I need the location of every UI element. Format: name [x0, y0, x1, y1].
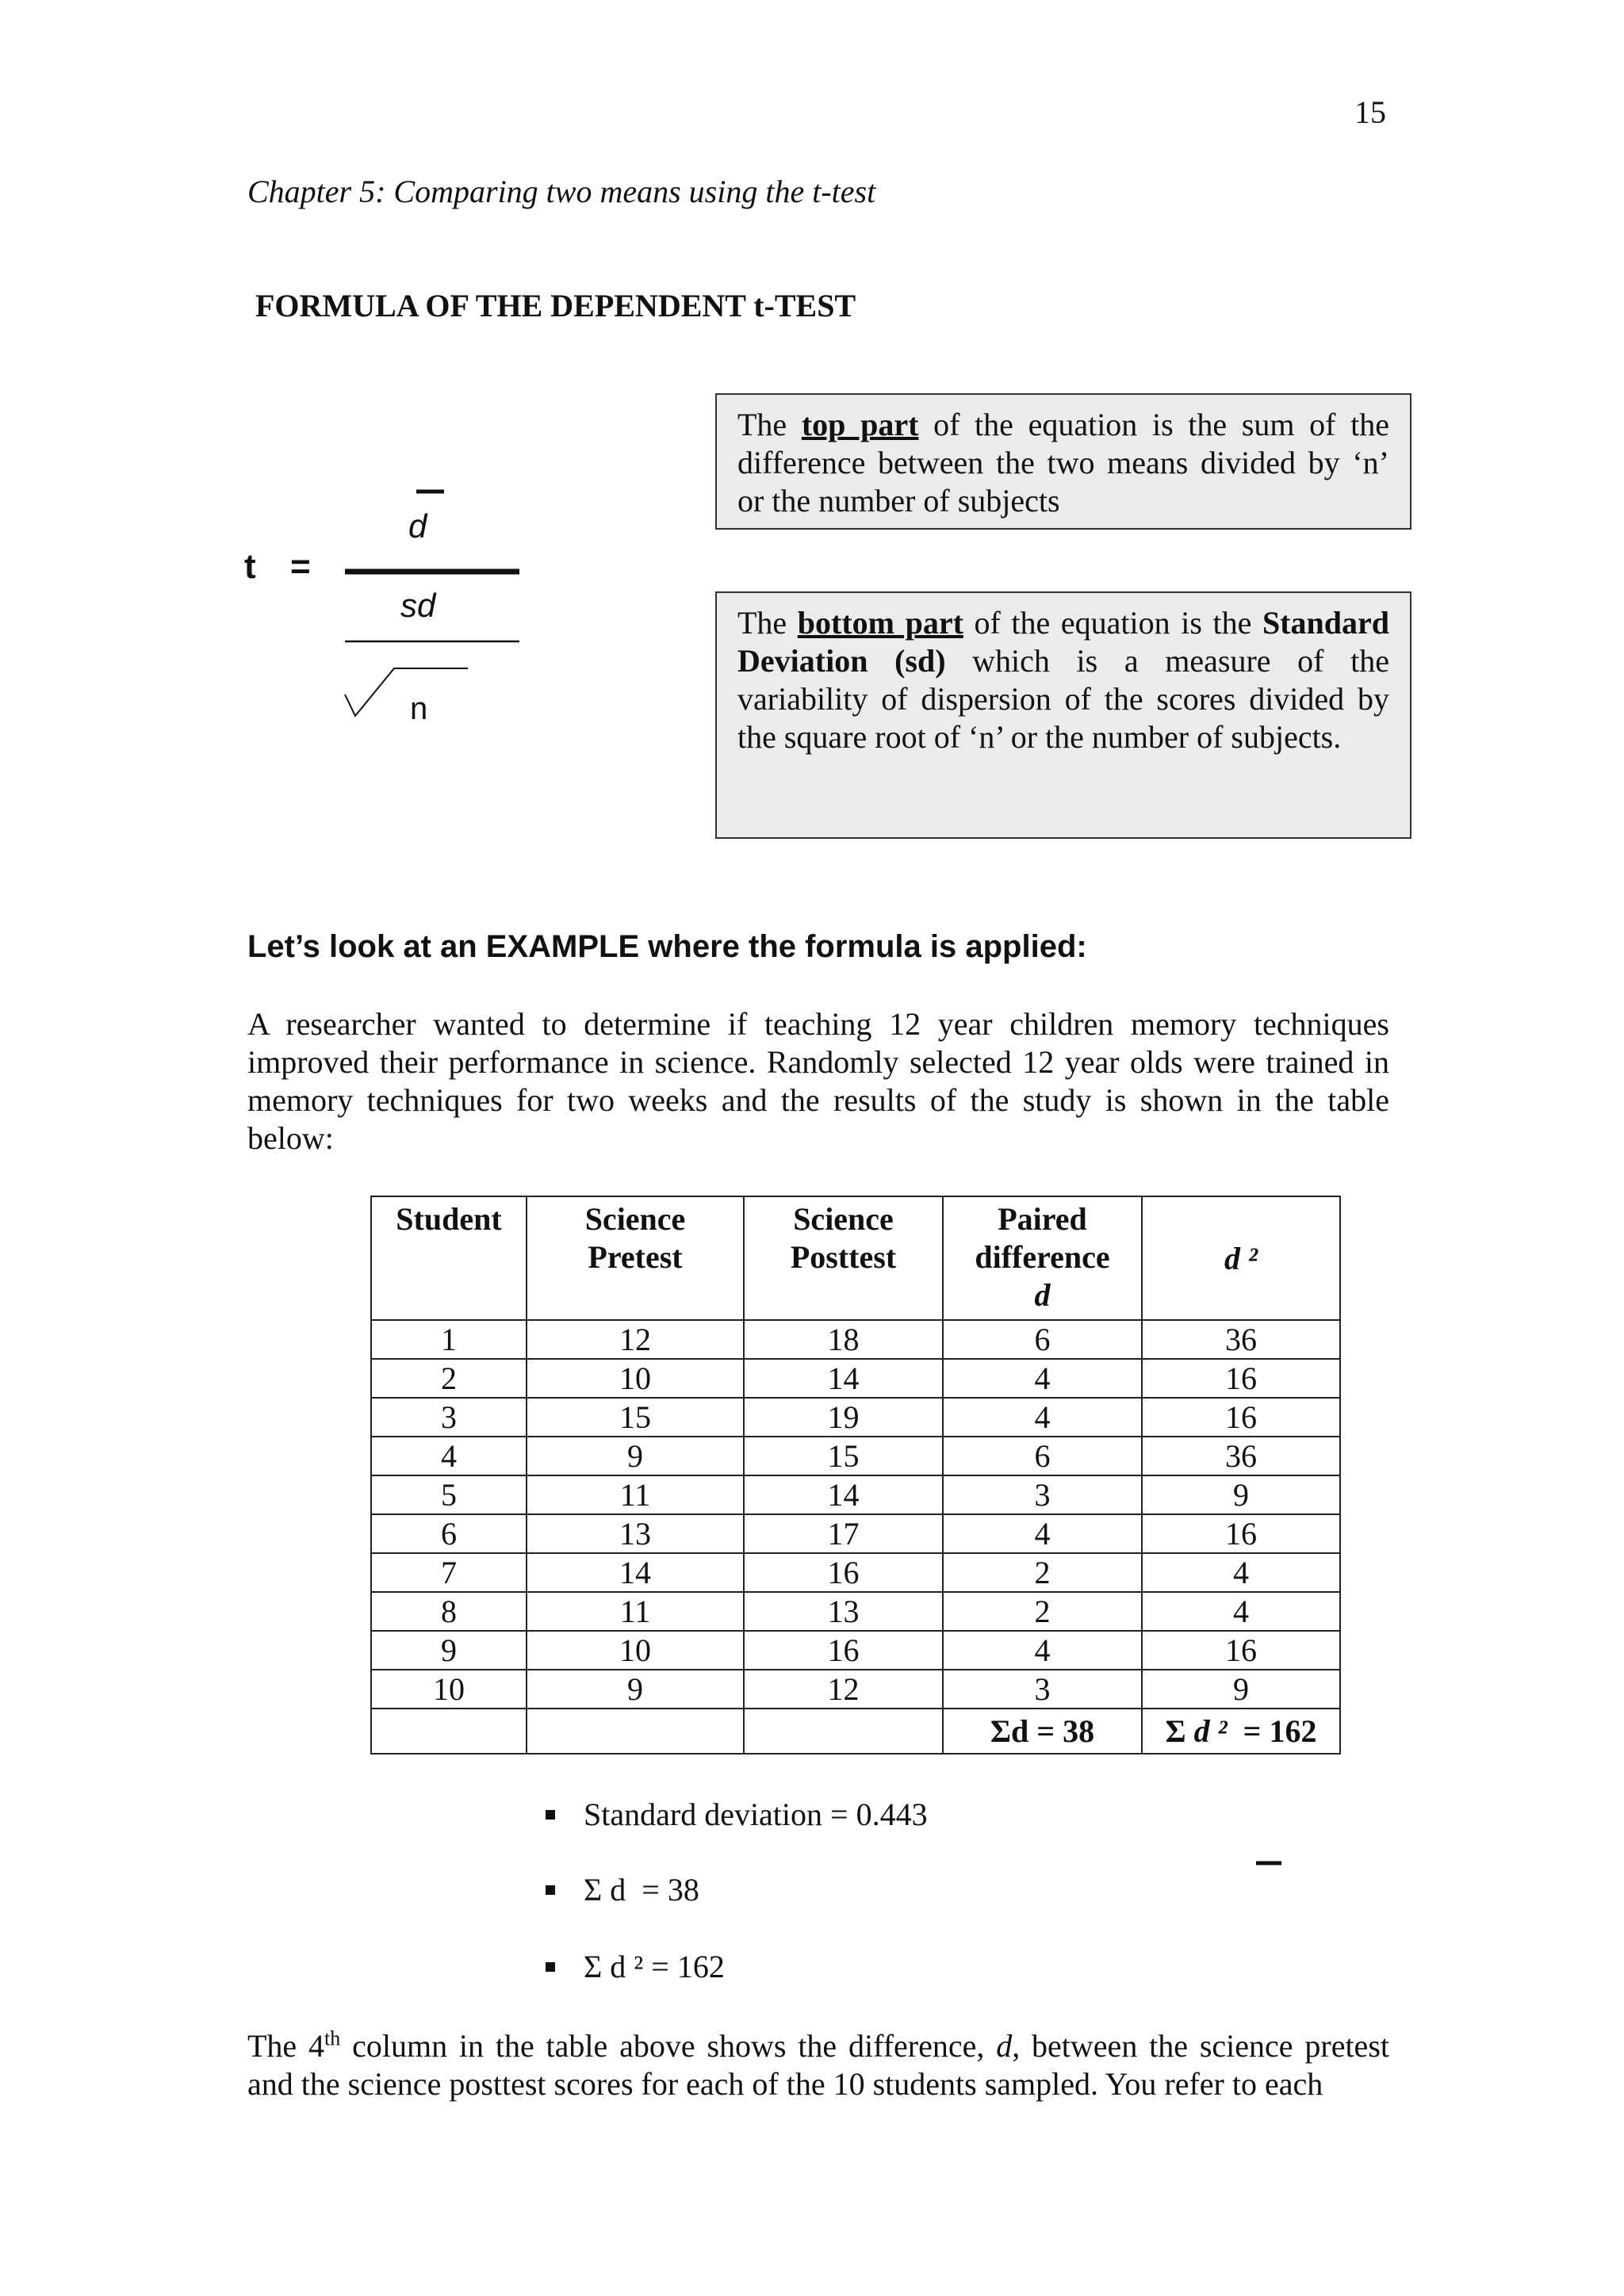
bullet-sum-d: Σ d = 38	[546, 1871, 699, 1908]
table-cell: 16	[1142, 1359, 1340, 1398]
intro-paragraph: A researcher wanted to determine if teaching 12 year children memory techniques improved their performance in science. Randomly selected 12 year olds were trained in memory techniques for two weeks and the results of the study is shown in the table below:	[247, 1006, 1389, 1156]
table-row	[371, 1320, 1340, 1359]
table-cell: 6	[371, 1514, 527, 1553]
table-cell: 16	[1142, 1514, 1340, 1553]
bullet-square-icon	[546, 1885, 555, 1895]
table-cell: 1	[371, 1320, 527, 1359]
box-bottom-pre: The	[737, 605, 798, 641]
table-row	[371, 1592, 1340, 1631]
table-cell: 5	[371, 1475, 527, 1514]
table-cell: 9	[1142, 1670, 1340, 1709]
box-top-post: of the equation is the sum of the difference between the two means divided by ‘n’ or the number of subjects	[737, 407, 1390, 519]
table-cell: 4	[1142, 1553, 1340, 1592]
table-cell: 10	[371, 1670, 527, 1709]
table-cell: 2	[943, 1592, 1142, 1631]
bullet-standard-deviation: Standard deviation = 0.443	[546, 1796, 928, 1833]
formula-denominator-sd: sd	[400, 587, 436, 624]
table-cell: 16	[744, 1553, 943, 1592]
table-cell: 9	[527, 1437, 744, 1475]
table-cell: 10	[527, 1631, 744, 1670]
table-cell: 13	[744, 1592, 943, 1631]
footer-sum-d: Σd = 38	[943, 1709, 1142, 1754]
table-footer-row	[371, 1709, 1340, 1754]
table-cell: 11	[527, 1475, 744, 1514]
table-cell: 15	[744, 1437, 943, 1475]
table-cell: 6	[943, 1437, 1142, 1475]
table-row	[371, 1553, 1340, 1592]
table-cell: 16	[1142, 1398, 1340, 1437]
table-row	[371, 1514, 1340, 1553]
formula-numerator: d	[408, 507, 427, 545]
table-cell: 9	[1142, 1475, 1340, 1514]
table-cell: 6	[943, 1320, 1142, 1359]
box-bottom-term: Standard Deviation (sd)	[737, 605, 1389, 679]
header-d-squared: d ²	[1142, 1196, 1340, 1320]
table-cell: 4	[943, 1631, 1142, 1670]
table-cell: 14	[744, 1359, 943, 1398]
chapter-title: Chapter 5: Comparing two means using the t-test	[247, 174, 876, 209]
table-cell: 12	[527, 1320, 744, 1359]
formula-equals: =	[290, 547, 311, 586]
header-posttest: Science Posttest	[744, 1196, 943, 1320]
table-cell: 12	[744, 1670, 943, 1709]
table-row	[371, 1475, 1340, 1514]
table-cell: 4	[371, 1437, 527, 1475]
data-table	[370, 1196, 1341, 1755]
box-bottom-mid: of the equation is the	[963, 605, 1262, 641]
top-part-note	[715, 393, 1411, 530]
header-paired-difference: Paired difference d	[943, 1196, 1142, 1320]
formula-denominator-n: n	[410, 691, 428, 726]
footer-empty-2	[527, 1709, 744, 1754]
table-cell: 3	[943, 1475, 1142, 1514]
bullet-sum-d-squared: Σ d ² = 162	[546, 1948, 725, 1985]
table-cell: 9	[371, 1631, 527, 1670]
bullet-square-icon	[546, 1962, 555, 1972]
table-cell: 4	[943, 1514, 1142, 1553]
table-row	[371, 1437, 1340, 1475]
box-top-emphasis: top part	[801, 407, 919, 442]
table-cell: 9	[527, 1670, 744, 1709]
table-cell: 7	[371, 1553, 527, 1592]
table-row	[371, 1398, 1340, 1437]
formula-lines	[0, 0, 555, 761]
square-root-sign	[345, 668, 468, 716]
table-header-row	[371, 1196, 1340, 1320]
table-body	[371, 1320, 1340, 1709]
table-cell: 3	[371, 1398, 527, 1437]
bullet-square-icon	[546, 1810, 555, 1820]
page-number: 15	[1354, 94, 1386, 130]
table-cell: 11	[527, 1592, 744, 1631]
table-cell: 3	[943, 1670, 1142, 1709]
table-cell: 19	[744, 1398, 943, 1437]
header-pretest: Science Pretest	[527, 1196, 744, 1320]
table-cell: 16	[1142, 1631, 1340, 1670]
box-top-pre: The	[737, 407, 802, 442]
bottom-part-note	[715, 591, 1411, 839]
table-cell: 4	[943, 1398, 1142, 1437]
table-cell: 2	[943, 1553, 1142, 1592]
table-cell: 16	[744, 1631, 943, 1670]
table-cell: 15	[527, 1398, 744, 1437]
footer-sum-d2: Σ d ² = 162	[1142, 1709, 1340, 1754]
table-row	[371, 1631, 1340, 1670]
header-student: Student	[371, 1196, 527, 1320]
table-cell: 18	[744, 1320, 943, 1359]
table-cell: 2	[371, 1359, 527, 1398]
table-cell: 14	[744, 1475, 943, 1514]
table-cell: 36	[1142, 1437, 1340, 1475]
formula-t: t	[244, 547, 256, 586]
table-cell: 17	[744, 1514, 943, 1553]
example-heading: Let’s look at an EXAMPLE where the formula is applied:	[247, 929, 1087, 964]
table-cell: 13	[527, 1514, 744, 1553]
table-row	[371, 1670, 1340, 1709]
section-heading: FORMULA OF THE DEPENDENT t-TEST	[255, 288, 856, 323]
box-bottom-post: which is a measure of the variability of dispersion of the scores divided by the square root of ‘n’ or the number of subjects.	[737, 643, 1389, 755]
footer-empty-1	[371, 1709, 527, 1754]
table-cell: 4	[1142, 1592, 1340, 1631]
table-row	[371, 1359, 1340, 1398]
box-bottom-emphasis: bottom part	[797, 605, 963, 641]
closing-paragraph: The 4th column in the table above shows the difference, d, between the science pretest and the science posttest scores for each of the 10 students sampled. You refer to each	[247, 2026, 1389, 2102]
stray-bar-mark	[1253, 1855, 1285, 1871]
footer-empty-3	[744, 1709, 943, 1754]
table-cell: 14	[527, 1553, 744, 1592]
table-cell: 4	[943, 1359, 1142, 1398]
table-cell: 8	[371, 1592, 527, 1631]
table-cell: 10	[527, 1359, 744, 1398]
table-cell: 36	[1142, 1320, 1340, 1359]
